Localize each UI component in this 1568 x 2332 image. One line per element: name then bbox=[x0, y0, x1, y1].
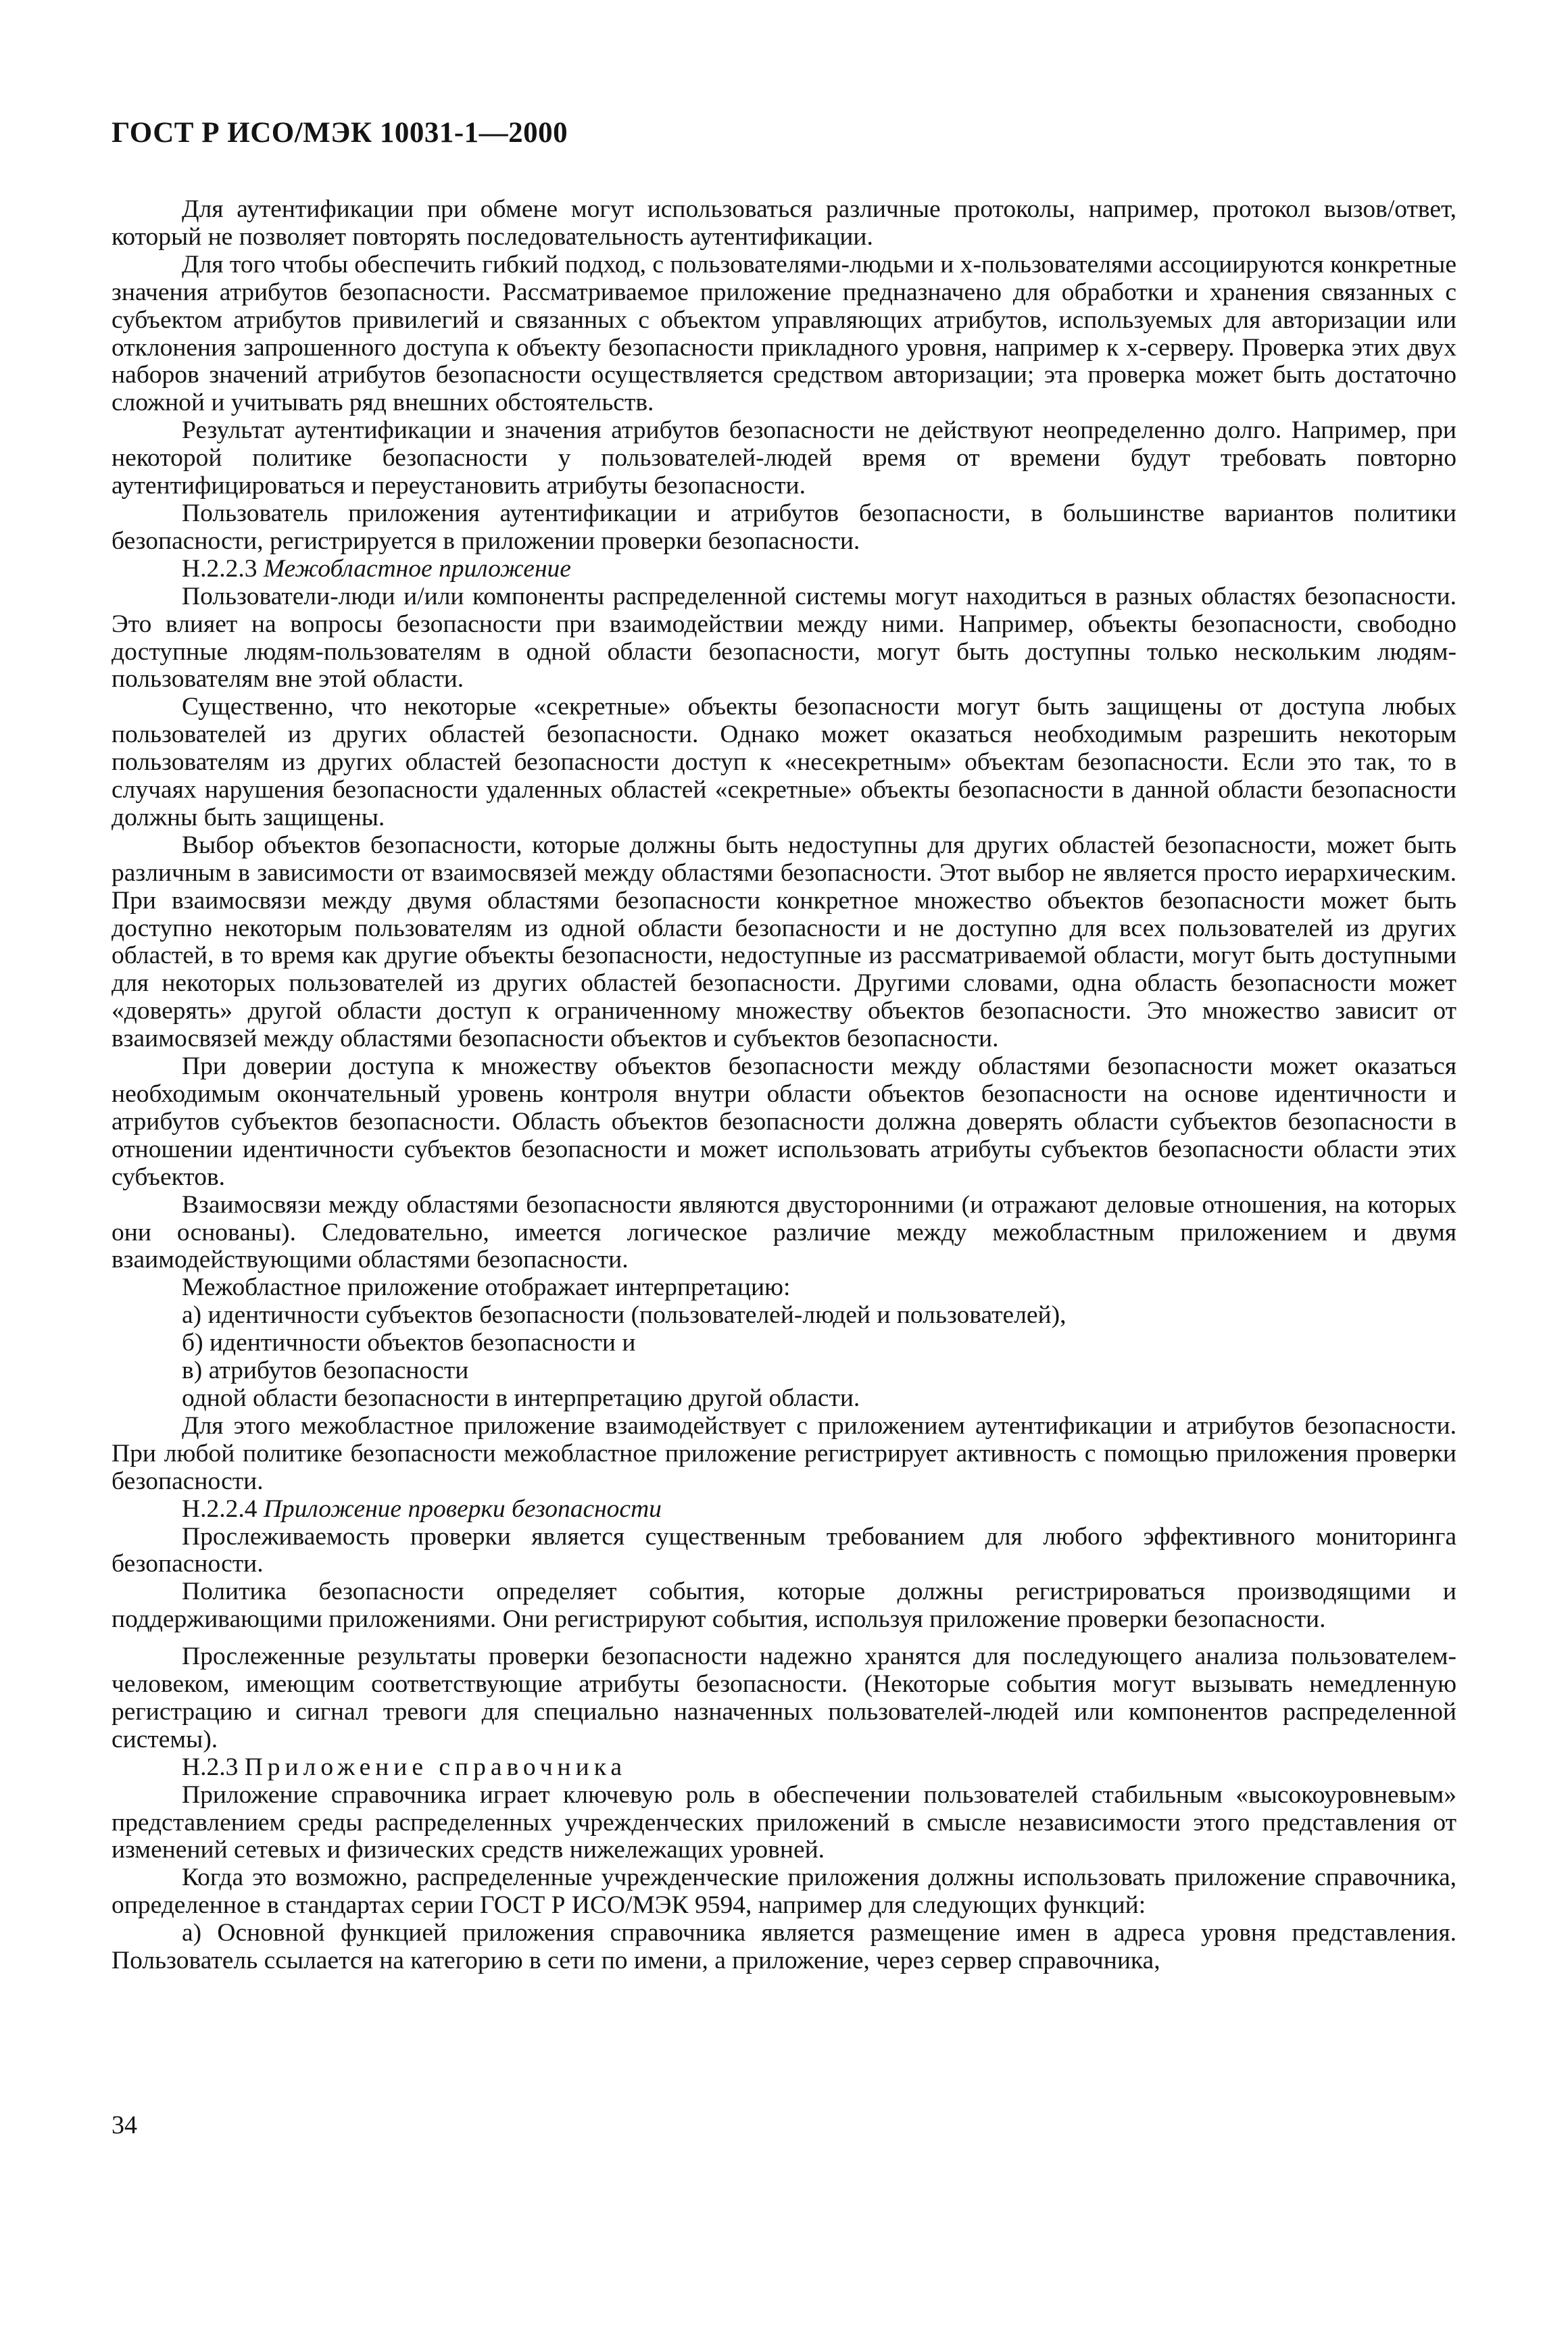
section-heading-h2-2-4 bbox=[112, 1496, 1456, 1524]
section-number: Н.2.3 bbox=[182, 1753, 239, 1781]
section-number: Н.2.2.3 bbox=[182, 554, 258, 583]
standard-header: ГОСТ Р ИСО/МЭК 10031-1—2000 bbox=[112, 117, 568, 149]
paragraph: При доверии доступа к множеству объектов безопасности между областями безопасности может оказаться необходимым окончательный уровень контроля внутри области объектов безопасности на основе идентичности и атрибутов субъектов безопасности. Область объектов безопасности должна доверять области субъектов безопасности в отношении идентичности субъектов безопасности и может использовать атрибуты субъектов безопасности области этих субъектов. bbox=[112, 1052, 1456, 1191]
paragraph: Политика безопасности определяет события, которые должны регистрироваться производящими и поддерживающими приложениями. Они регистрируют события, используя приложение проверки безопасности. bbox=[112, 1578, 1456, 1634]
paragraph: Прослеживаемость проверки является существенным требованием для любого эффективного мониторинга безопасности. bbox=[112, 1522, 1456, 1578]
page-number: 34 bbox=[112, 2111, 137, 2139]
paragraph: Для того чтобы обеспечить гибкий подход, с пользователями-людьми и x-пользователями ассоциируются конкретные значения атрибутов безопасности. Рассматриваемое приложение предназначено для обработки и хранения связанных с субъектом атрибутов привилегий и связанных с объектом управляющих атрибутов, используемых для авторизации или отклонения запрошенного доступа к объекту безопасности прикладного уровня, например к x-серверу. Проверка этих двух наборов значений атрибутов безопасности осуществляется средством авторизации; эта проверка может быть достаточно сложной и учитывать ряд внешних обстоятельств. bbox=[112, 250, 1456, 417]
section-title: Межобластное приложение bbox=[263, 554, 571, 583]
list-item: а) идентичности субъектов безопасности (пользователей-людей и пользователей), bbox=[182, 1301, 1067, 1330]
paragraph: одной области безопасности в интерпретацию другой области. bbox=[182, 1384, 860, 1412]
section-heading-h2-3 bbox=[112, 1754, 1456, 1782]
section-heading-h2-2-3 bbox=[112, 556, 1456, 583]
paragraph: Существенно, что некоторые «секретные» объекты безопасности могут быть защищены от доступа любых пользователей из других областей безопасности. Однако может оказаться необходимым разрешить некоторым пользователям из других областей безопасности доступ к «несекретным» объектам безопасности. Если это так, то в случаях нарушения безопасности удаленных областей «секретные» объекты безопасности в данной области безопасности должны быть защищены. bbox=[112, 693, 1456, 831]
page-body bbox=[112, 196, 1456, 1975]
paragraph: Результат аутентификации и значения атрибутов безопасности не действуют неопределенно долго. Например, при некоторой политике безопасности у пользователей-людей время от времени будут требовать повторно аутентифицироваться и переустановить атрибуты безопасности. bbox=[112, 416, 1456, 500]
list-item: в) атрибутов безопасности bbox=[182, 1357, 469, 1385]
paragraph: Выбор объектов безопасности, которые должны быть недоступны для других областей безопасности, может быть различным в зависимости от взаимосвязей между областями безопасности. Этот выбор не является просто иерархическим. При взаимосвязи между двумя областями безопасности конкретное множество объектов безопасности может быть доступно некоторым пользователям из одной области безопасности и не доступно для всех пользователей из других областей, в то время как другие объекты безопасности, недоступные из рассматриваемой области, могут быть доступными для некоторых пользователей из других областей безопасности. Другими словами, одна область безопасности может «доверять» другой области доступ к ограниченному множеству объектов безопасности. Это множество зависит от взаимосвязей между областями безопасности объектов и субъектов безопасности. bbox=[112, 831, 1456, 1053]
section-title: Приложение проверки безопасности bbox=[263, 1495, 662, 1523]
section-title: Приложение справочника bbox=[244, 1753, 627, 1781]
paragraph: Взаимосвязи между областями безопасности являются двусторонними (и отражают деловые отношения, на которых они основаны). Следовательно, имеется логическое различие между межобластным приложением и двумя взаимодействующими областями безопасности. bbox=[112, 1190, 1456, 1274]
paragraph: а) Основной функцией приложения справочника является размещение имен в адреса уровня представления. Пользователь ссылается на категорию в сети по имени, а приложение, через сервер справочника, bbox=[112, 1919, 1456, 1975]
paragraph: Пользователи-люди и/или компоненты распределенной системы могут находиться в разных областях безопасности. Это влияет на вопросы безопасности при взаимодействии между ними. Например, объекты безопасности, свободно доступные людям-пользователям в одной области безопасности, могут быть доступны только нескольким людям-пользователям вне этой области. bbox=[112, 582, 1456, 694]
paragraph: Прослеженные результаты проверки безопасности надежно хранятся для последующего анализа пользователем-человеком, имеющим соответствующие атрибуты безопасности. (Некоторые события могут вызывать немедленную регистрацию и сигнал тревоги для специально назначенных пользователей-людей или компонентов распределенной системы). bbox=[112, 1643, 1456, 1753]
paragraph: Межобластное приложение отображает интерпретацию: bbox=[182, 1273, 791, 1302]
list-item: б) идентичности объектов безопасности и bbox=[182, 1329, 636, 1357]
paragraph: Приложение справочника играет ключевую роль в обеспечении пользователей стабильным «высокоуровневым» представлением среды распределенных учрежденческих приложений в смысле независимости этого представления от изменений сетевых и физических средств нижележащих уровней. bbox=[112, 1780, 1456, 1864]
section-number: Н.2.2.4 bbox=[182, 1495, 258, 1523]
paragraph: Когда это возможно, распределенные учрежденческие приложения должны использовать приложение справочника, определенное в стандартах серии ГОСТ Р ИСО/МЭК 9594, например для следующих функций: bbox=[112, 1864, 1456, 1920]
paragraph: Для аутентификации при обмене могут использоваться различные протоколы, например, протокол вызов/ответ, который не позволяет повторять последовательность аутентификации. bbox=[112, 195, 1456, 251]
paragraph: Пользователь приложения аутентификации и атрибутов безопасности, в большинстве вариантов политики безопасности, регистрируется в приложении проверки безопасности. bbox=[112, 499, 1456, 555]
paragraph: Для этого межобластное приложение взаимодействует с приложением аутентификации и атрибутов безопасности. При любой политике безопасности межобластное приложение регистрирует активность с помощью приложения проверки безопасности. bbox=[112, 1411, 1456, 1495]
